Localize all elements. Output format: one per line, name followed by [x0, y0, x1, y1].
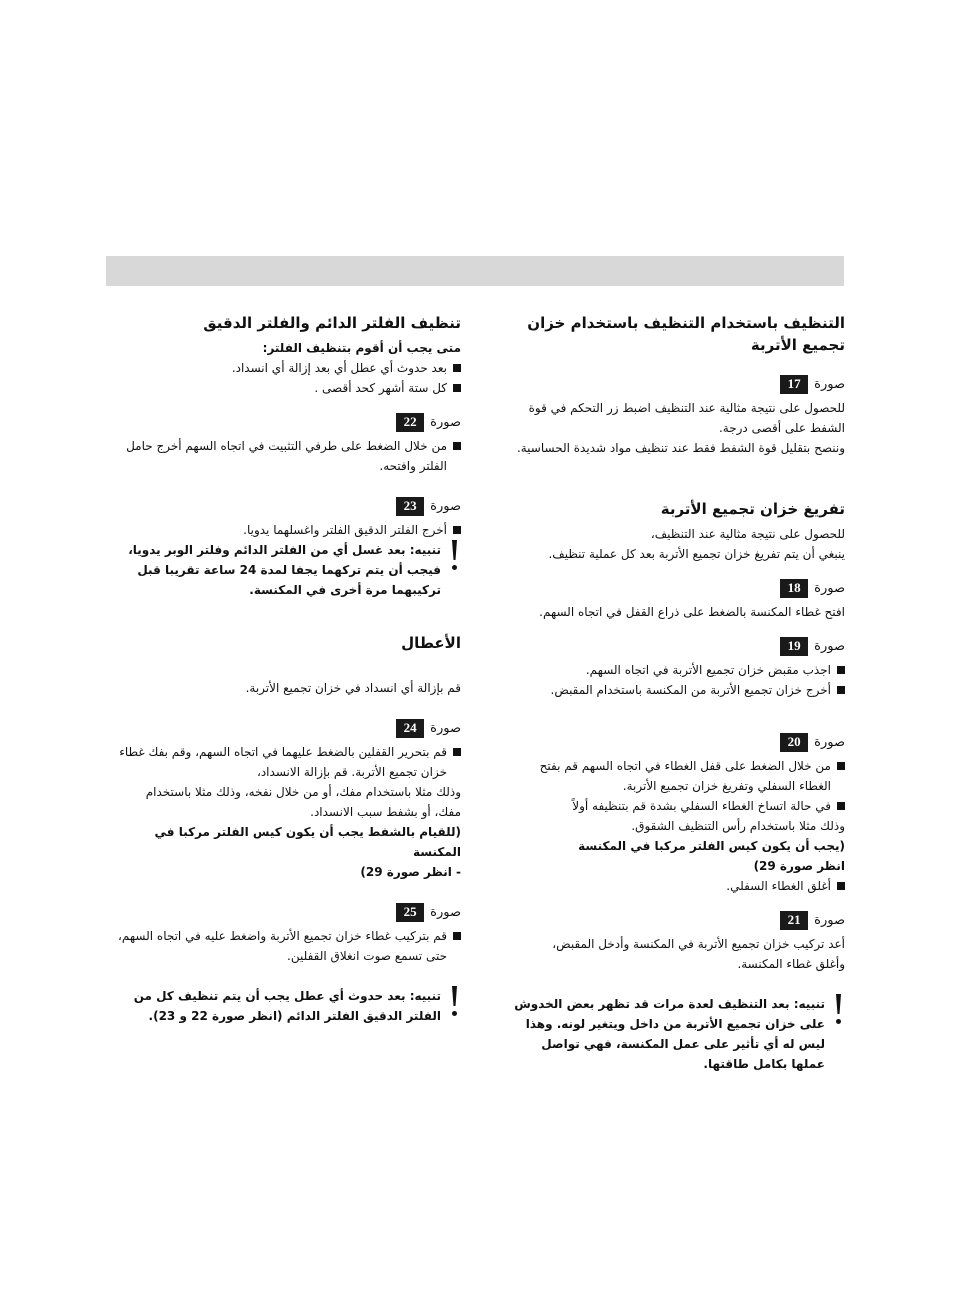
figure-20-label: صورة 20 — [507, 732, 845, 752]
fig25-list — [116, 926, 461, 966]
section-title-filter-cleaning: تنظيف الفلتر الدائم والفلتر الدقيق — [203, 314, 461, 332]
fig24-list — [116, 742, 461, 782]
warning-dustbin-scratches: تنبيه: بعد التنظيف لعدة مرات قد تظهر بعض الخدوش على خزان تجميع الأتربة من داخل ويتغير لونه. وهذا ليس له أي تأثير على عمل المكنسة، فهي تواصل عملها بكامل طاقتها. — [507, 994, 845, 1074]
list-item: أخرج الفلتر الدقيق الفلتر واغسلهما يدويا. — [116, 520, 461, 540]
fig19-list — [507, 660, 845, 700]
empty-text-1: للحصول على نتيجة مثالية عند التنظيف، — [650, 527, 845, 541]
faults-text: قم بإزالة أي انسداد في خزان تجميع الأتربة. — [245, 681, 461, 695]
fig18-text: افتح غطاء المكنسة بالضغط على ذراع القفل في اتجاه السهم. — [539, 605, 845, 619]
list-item: كل ستة أشهر كحد أقصى . — [116, 378, 461, 398]
exclamation-icon — [449, 986, 461, 1022]
warning-filter-drying: تنبيه: بعد غسل أي من الفلتر الدائم وفلتر الوبر يدويا، فيجب أن يتم تركهما يجفا لمدة 24 ساعة تقريبا قبل تركيبهما مرة أخرى في المكنسة. — [116, 540, 461, 600]
fig20-list-end — [507, 876, 845, 896]
list-item: بعد حدوث أي عطل أي بعد إزالة أي انسداد. — [116, 358, 461, 378]
list-item: من خلال الضغط على قفل الغطاء في اتجاه السهم قم بفتح الغطاء السفلي وتفريغ خزان تجميع الأتربة. — [507, 756, 845, 796]
figure-21-label: صورة 21 — [507, 910, 845, 930]
exclamation-icon — [449, 540, 461, 576]
list-item: قم بتحرير القفلين بالضغط عليهما في اتجاه السهم، وقم بفك غطاء خزان تجميع الأتربة. قم بإزالة الانسداد، — [116, 742, 461, 782]
figure-18-label: صورة 18 — [507, 578, 845, 598]
column-right — [507, 312, 845, 1074]
list-item: أغلق الغطاء السفلي. — [507, 876, 845, 896]
figure-17-label: صورة 17 — [507, 374, 845, 394]
list-item: اجذب مقبض خزان تجميع الأتربة في اتجاه السهم. — [507, 660, 845, 680]
figure-25-label: صورة 25 — [116, 902, 461, 922]
list-item: من خلال الضغط على طرفي التثبيت في اتجاه السهم أخرج حامل الفلتر وافتحه. — [116, 436, 461, 476]
fig17-note: وننصح بتقليل قوة الشفط فقط عند تنظيف مواد شديدة الحساسية. — [516, 441, 845, 455]
list-item: أخرج خزان تجميع الأتربة من المكنسة باستخدام المقبض. — [507, 680, 845, 700]
when-title: متى يجب أن أقوم بتنظيف الفلتر: — [262, 341, 461, 355]
fig24-text: وذلك مثلا باستخدام مفك، أو من خلال نفخه، وذلك مثلا باستخدام مفك، أو بشفط سبب الانسداد. — [145, 785, 461, 819]
fig24-bold-note-1: (للقيام بالشفط يجب أن يكون كيس الفلتر مركبا في المكنسة — [154, 825, 461, 859]
figure-22-label: صورة 22 — [116, 412, 461, 432]
fig20-continuation: وذلك مثلا باستخدام رأس التنظيف الشقوق. — [631, 819, 845, 833]
fig17-text: للحصول على نتيجة مثالية عند التنظيف اضبط زر التحكم في قوة الشفط على أقصى درجة. — [528, 401, 845, 435]
list-item: قم بتركيب غطاء خزان تجميع الأتربة واضغط عليه في اتجاه السهم، حتى تسمع صوت انغلاق القفلين. — [116, 926, 461, 966]
fig20-list — [507, 756, 845, 816]
warning-filters-after-fault: تنبيه: بعد حدوث أي عطل يجب أن يتم تنظيف كل من الفلتر الدقيق الفلتر الدائم (انظر صورة 22 و 23). — [116, 986, 461, 1026]
fig20-bold-note-2: انظر صورة 29) — [753, 859, 845, 873]
section-title-dustbin-cleaning: التنظيف باستخدام التنظيف باستخدام خزان تجميع الأتربة — [527, 314, 845, 354]
empty-text-2: ينبغي أن يتم تفريغ خزان تجميع الأتربة بعد كل عملية تنظيف. — [548, 547, 845, 561]
section-title-empty-dustbin: تفريغ خزان تجميع الأتربة — [660, 500, 845, 518]
fig20-bold-note-1: (يجب أن يكون كيس الفلتر مركبا في المكنسة — [578, 839, 845, 853]
section-title-faults: الأعطال — [401, 634, 461, 652]
fig21-text-2: وأغلق غطاء المكنسة. — [737, 957, 845, 971]
section-header-band — [106, 256, 844, 286]
figure-23-label: صورة 23 — [116, 496, 461, 516]
fig23-list — [116, 520, 461, 540]
when-list — [116, 358, 461, 398]
column-left — [116, 312, 461, 1026]
fig22-list — [116, 436, 461, 476]
figure-19-label: صورة 19 — [507, 636, 845, 656]
fig21-text-1: أعد تركيب خزان تجميع الأتربة في المكنسة وأدخل المقبض، — [552, 937, 845, 951]
exclamation-icon — [833, 994, 845, 1030]
list-item: في حالة اتساخ الغطاء السفلي بشدة قم بتنظيفه أولاً — [507, 796, 845, 816]
figure-24-label: صورة 24 — [116, 718, 461, 738]
fig24-bold-note-2: - انظر صورة 29) — [360, 865, 461, 879]
